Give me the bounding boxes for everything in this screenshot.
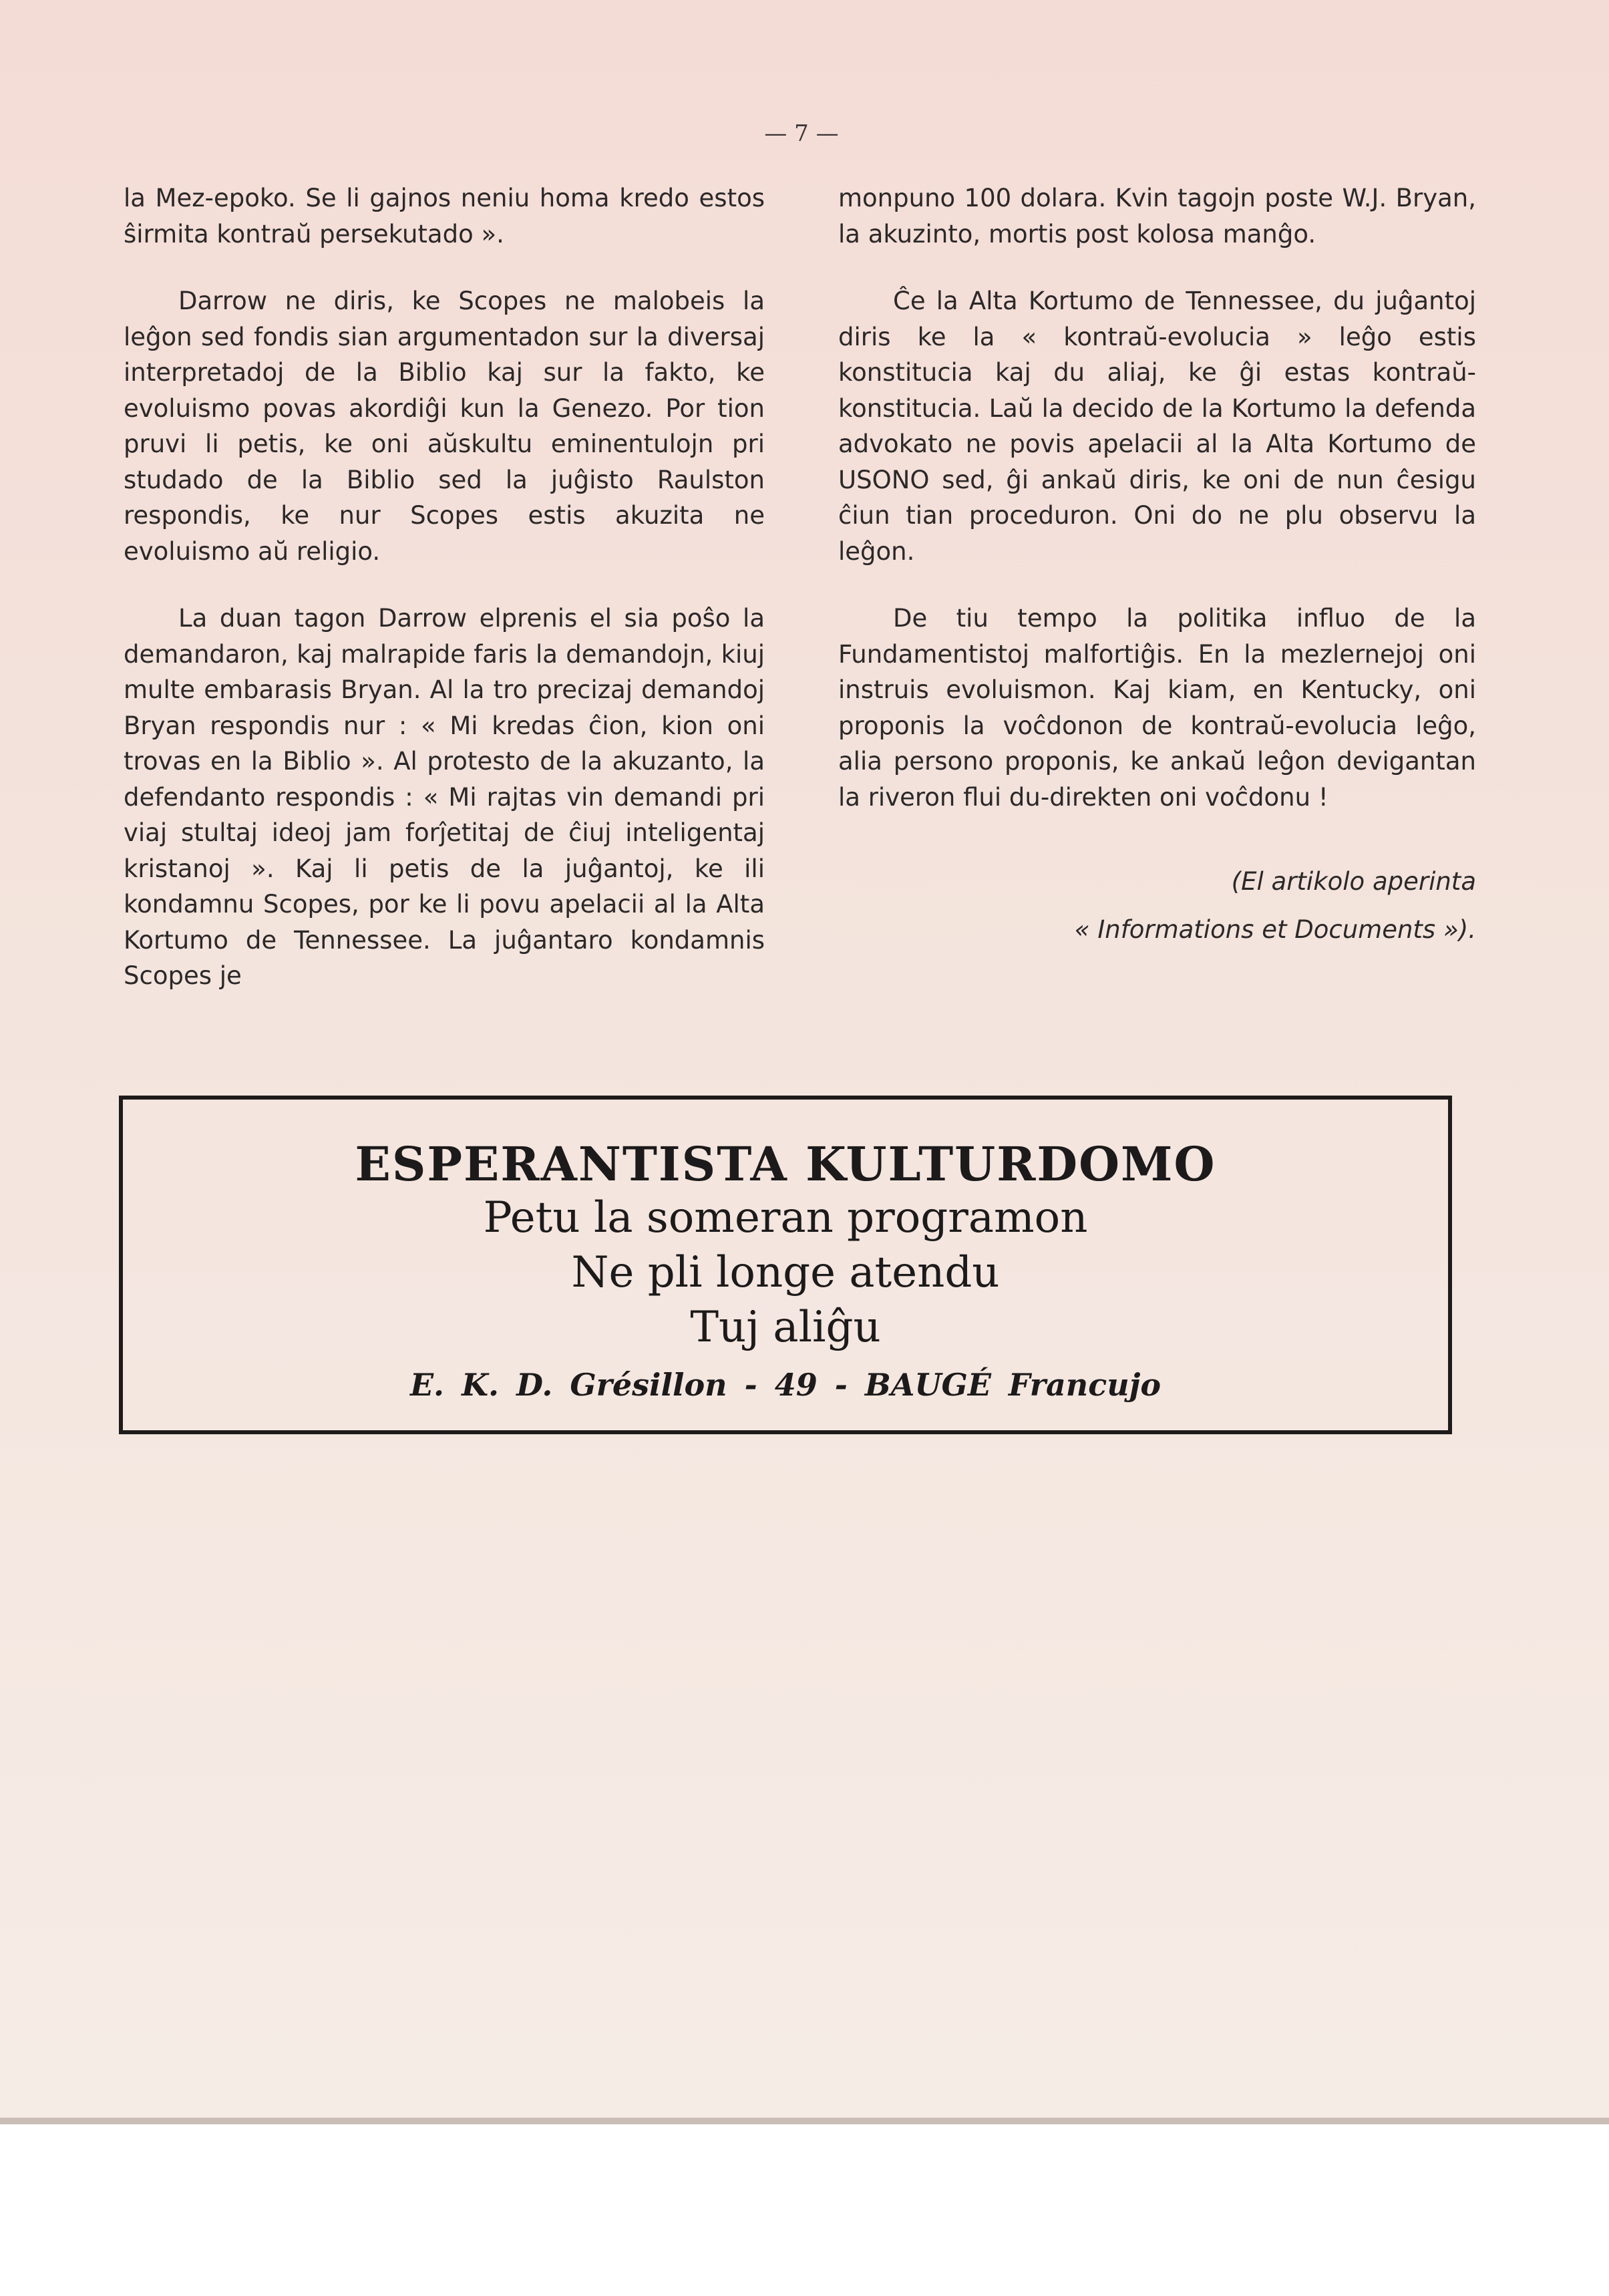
paragraph: monpuno 100 dolara. Kvin tagojn poste W.J. Bryan, la akuzinto, mortis post kolosa manĝo. — [838, 184, 1476, 249]
attribution-source: « Informations et Documents »). — [1074, 915, 1476, 944]
paragraph: la Mez-epoko. Se li gajnos neniu homa kredo estos ŝirmita kontraŭ persekutado ». — [124, 184, 765, 249]
paragraph: De tiu tempo la politika influo de la Fundamentistoj malfortiĝis. En la mezlernejoj oni instruis evoluismon. Kaj kiam, en Kentucky, oni proponis la voĉdonon de kontraŭ-evolucia leĝo, alia persono proponis, ke ankaŭ leĝon devigantan la riveron flui du-direkten oni voĉdonu ! — [838, 604, 1476, 812]
paragraph: Ĉe la Alta Kortumo de Tennessee, du juĝantoj diris ke la « kontraŭ-evolucia » leĝo estis konstitucia kaj du aliaj, ke ĝi estas kontraŭ-konstitucia. Laŭ la decido de la Kortumo la defenda advokato ne povis apelacii al la Alta Kortumo de USONO sed, ĝi ankaŭ diris, ke oni de nun ĉesigu ĉiun tian proceduron. Oni do ne plu observu la leĝon. — [838, 287, 1476, 566]
advertisement-box — [119, 1096, 1452, 1434]
advertisement-line: Petu la someran programon — [483, 1193, 1088, 1243]
advertisement-title: ESPERANTISTA KULTURDOMO — [355, 1136, 1216, 1192]
advertisement-line: Tuj aliĝu — [690, 1303, 881, 1352]
attribution-line: (El artikolo aperinta — [1231, 867, 1476, 896]
paragraph: La duan tagon Darrow elprenis el sia poŝo la demandaron, kaj malrapide faris la demandojn, kiuj multe embarasis Bryan. Al la tro precizaj demandoj Bryan respondis nur : « Mi kredas ĉion, kion oni trovas en la Biblio ». Al protesto de la akuzanto, la defendanto respondis : « Mi rajtas vin demandi pri viaj stultaj ideoj jam forĵetitaj de ĉiuj inteligentaj kristanoj ». Kaj li petis de la juĝantoj, ke ili kondamnu Scopes, por ke li povu apelacii al la Alta Kortumo de Tennessee. La juĝantaro kondamnis Scopes je — [124, 604, 765, 990]
right-text-column — [838, 180, 1476, 954]
page-number: — 7 — — [764, 120, 839, 147]
left-text-column — [124, 180, 765, 1025]
advertisement-line: Ne pli longe atendu — [571, 1248, 1000, 1297]
paragraph: Darrow ne diris, ke Scopes ne malobeis la leĝon sed fondis sian argumentadon sur la diversaj interpretadoj de la Biblio kaj sur la fakto, ke evoluismo povas akordiĝi kun la Genezo. Por tion pruvi li petis, ke oni aŭskultu eminentulojn pri studado de la Biblio sed la juĝisto Raulston respondis, ke nur Scopes estis akuzita ne evoluismo aŭ religio. — [124, 287, 765, 566]
advertisement-address: E. K. D. Grésillon - 49 - BAUGÉ Francujo — [409, 1367, 1161, 1403]
article-attribution — [838, 858, 1476, 954]
